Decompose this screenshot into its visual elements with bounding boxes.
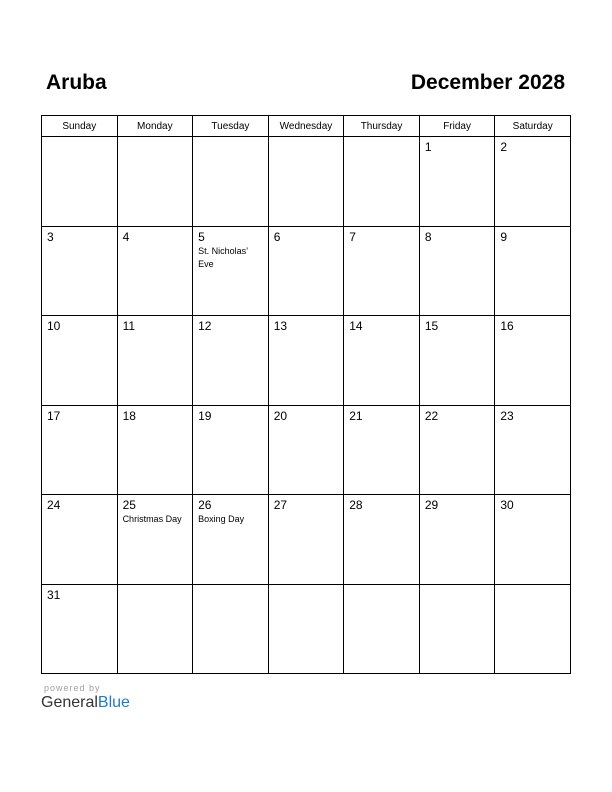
- country-title: Aruba: [46, 71, 107, 94]
- day-number: 13: [273, 319, 288, 333]
- calendar-week-row: [42, 405, 571, 495]
- calendar-day-cell: [419, 495, 495, 585]
- day-number: 30: [500, 498, 514, 512]
- calendar-week-row: [42, 584, 571, 674]
- calendar-day-cell: [495, 584, 571, 674]
- calendar-day-cell: [268, 495, 344, 585]
- calendar-day-cell: [344, 584, 420, 674]
- day-number: 15: [424, 319, 439, 333]
- day-number: 9: [500, 229, 508, 244]
- calendar-day-cell: [117, 405, 193, 495]
- calendar-week-row: [42, 316, 571, 406]
- holiday-label: Boxing Day: [198, 514, 245, 524]
- calendar-day-cell: [344, 316, 420, 406]
- calendar-day-cell: [419, 405, 495, 495]
- brand-blue-text: Blue: [97, 694, 130, 711]
- calendar-day-cell: [42, 495, 118, 585]
- calendar-day-cell: [117, 137, 193, 227]
- day-number: 17: [47, 408, 61, 423]
- day-number: 4: [122, 229, 130, 244]
- calendar-day-cell: [268, 316, 344, 406]
- day-number: 11: [122, 319, 136, 333]
- day-number: 3: [47, 229, 54, 244]
- day-number: 31: [47, 587, 61, 602]
- calendar-day-cell: [268, 137, 344, 227]
- holiday-label: Christmas Day: [122, 514, 182, 524]
- day-number: 1: [424, 140, 432, 154]
- day-number: 14: [349, 319, 363, 333]
- calendar-day-cell: [193, 226, 269, 316]
- calendar-day-cell: [193, 316, 269, 406]
- weekday-friday: Friday: [419, 116, 495, 137]
- calendar-day-cell: [419, 137, 495, 227]
- calendar-day-cell: [419, 316, 495, 406]
- calendar-day-cell: [268, 226, 344, 316]
- day-number: 28: [349, 498, 363, 512]
- powered-by-label: powered by: [44, 683, 101, 693]
- calendar-day-cell: [268, 584, 344, 674]
- calendar-day-cell: [117, 584, 193, 674]
- weekday-thursday: Thursday: [344, 116, 420, 137]
- day-number: 16: [500, 319, 514, 333]
- weekday-header-row: [42, 116, 571, 137]
- day-number: 12: [198, 319, 212, 333]
- day-number: 8: [424, 229, 432, 244]
- calendar-day-cell: [117, 226, 193, 316]
- calendar-day-cell: [344, 226, 420, 316]
- calendar-day-cell: [42, 584, 118, 674]
- calendar-day-cell: [419, 584, 495, 674]
- calendar-day-cell: [193, 495, 269, 585]
- calendar-day-cell: [344, 137, 420, 227]
- calendar-day-cell: [344, 495, 420, 585]
- calendar-week-row: [42, 226, 571, 316]
- day-number: 22: [424, 408, 439, 423]
- calendar-day-cell: [495, 226, 571, 316]
- day-number: 10: [47, 319, 61, 333]
- day-number: 20: [273, 408, 288, 423]
- calendar-day-cell: [495, 316, 571, 406]
- calendar-day-cell: [193, 405, 269, 495]
- month-year-title: December 2028: [410, 71, 565, 94]
- day-number: 6: [273, 229, 281, 244]
- calendar-grid: [41, 115, 571, 674]
- calendar-day-cell: [268, 405, 344, 495]
- calendar-day-cell: [193, 584, 269, 674]
- day-number: 25: [122, 498, 136, 512]
- day-number: 29: [424, 498, 439, 512]
- generalblue-logo[interactable]: [41, 694, 130, 712]
- weekday-saturday: Saturday: [495, 116, 571, 137]
- brand-general-text: General: [41, 694, 98, 711]
- day-number: 7: [349, 229, 356, 244]
- weekday-monday: Monday: [117, 116, 193, 137]
- day-number: 27: [273, 498, 288, 512]
- calendar-day-cell: [42, 226, 118, 316]
- day-number: 19: [198, 408, 212, 423]
- calendar-day-cell: [42, 316, 118, 406]
- calendar-day-cell: [495, 495, 571, 585]
- calendar-day-cell: [117, 316, 193, 406]
- calendar-day-cell: [495, 405, 571, 495]
- calendar-day-cell: [42, 405, 118, 495]
- calendar-day-cell: [193, 137, 269, 227]
- calendar-day-cell: [117, 495, 193, 585]
- calendar-day-cell: [344, 405, 420, 495]
- calendar-day-cell: [495, 137, 571, 227]
- day-number: 21: [349, 408, 363, 423]
- day-number: 5: [198, 229, 205, 244]
- weekday-sunday: Sunday: [42, 116, 118, 137]
- calendar-week-row: [42, 495, 571, 585]
- calendar-day-cell: [42, 137, 118, 227]
- calendar-day-cell: [419, 226, 495, 316]
- day-number: 24: [47, 498, 61, 512]
- day-number: 18: [122, 408, 136, 423]
- day-number: 26: [198, 498, 212, 512]
- weekday-wednesday: Wednesday: [268, 116, 344, 137]
- holiday-label: St. Nicholas’ Eve: [198, 245, 248, 269]
- day-number: 23: [500, 408, 514, 423]
- calendar-week-row: [42, 137, 571, 227]
- weekday-tuesday: Tuesday: [193, 116, 269, 137]
- day-number: 2: [500, 140, 508, 154]
